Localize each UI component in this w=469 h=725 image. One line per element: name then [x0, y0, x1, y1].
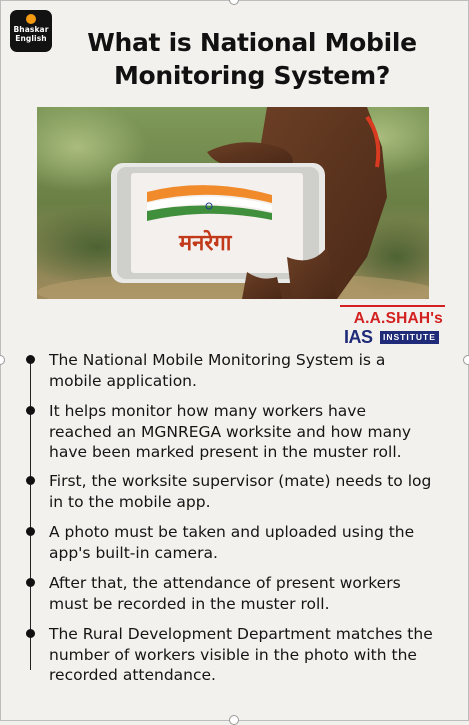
title-line1: What is National Mobile [87, 28, 417, 57]
brand-top-line [340, 305, 445, 307]
phone-screen-text: मनरेगा [179, 231, 232, 256]
page-title [62, 26, 442, 92]
bullet-6-line2: number of workers visible in the photo with the [49, 645, 417, 664]
bullet-6-line3: recorded attendance. [49, 666, 216, 684]
bullet-3-line2: in to the mobile app. [49, 492, 211, 511]
bullet-2-line1: It helps monitor how many workers have [49, 402, 366, 420]
brand-ias: IAS [344, 327, 373, 347]
bullet-4-line1: A photo must be taken and uploaded using the [49, 523, 415, 541]
bullet-dot [26, 476, 35, 485]
bullet-dot [26, 629, 35, 638]
bullet-2-line2: reached an MGNREGA worksite and how many [49, 422, 412, 441]
hand-holding-phone-photo [37, 107, 429, 299]
logo-sun-icon [26, 14, 36, 24]
bullet-1-line1: The National Mobile Monitoring System is a [49, 351, 386, 369]
photo-illustration [37, 107, 429, 299]
frame-handle-right[interactable] [463, 355, 469, 365]
frame-handle-bottom[interactable] [229, 715, 239, 725]
brand-institute: INSTITUTE [380, 331, 439, 344]
bullet-dot [26, 406, 35, 415]
bullet-dot [26, 355, 35, 364]
brand-name: A.A.SHAH's [353, 310, 443, 327]
logo-line1: Bhaskar [13, 25, 49, 34]
bullet-2-line3: have been marked present in the muster roll. [49, 443, 402, 461]
title-line2: Monitoring System? [113, 61, 391, 90]
bullet-1-line2: mobile application. [49, 371, 197, 390]
bullet-dot [26, 527, 35, 536]
bullet-6-line1: The Rural Development Department matches the [49, 625, 433, 643]
bullet-3-line1: First, the worksite supervisor (mate) needs to log [49, 472, 432, 490]
bullet-5-line2: must be recorded in the muster roll. [49, 594, 330, 613]
bhaskar-english-logo [10, 10, 52, 52]
bullet-dot [26, 578, 35, 587]
bullet-4-line2: app's built-in camera. [49, 543, 218, 562]
bullet-5-line1: After that, the attendance of present workers [49, 574, 401, 592]
logo-line2: English [15, 34, 47, 43]
aa-shah-ias-logo [340, 305, 445, 347]
